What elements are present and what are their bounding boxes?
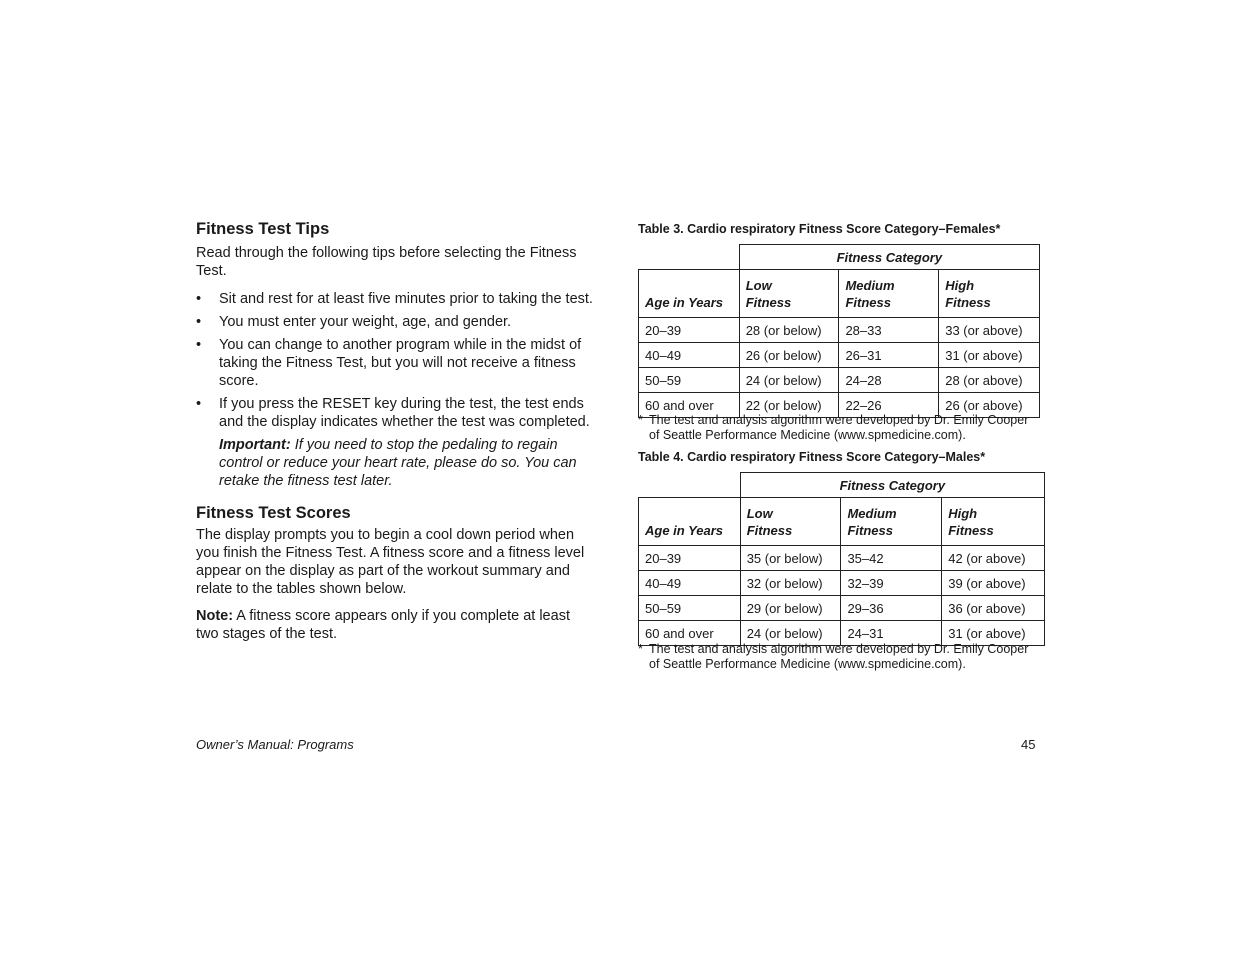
table-cell: 32 (or below)	[740, 571, 841, 596]
table-cell: 29–36	[841, 596, 942, 621]
important-label: Important:	[219, 437, 291, 453]
table-cell: 42 (or above)	[942, 546, 1045, 571]
tip-text: Sit and rest for at least five minutes prior to taking the test.	[219, 291, 593, 307]
important-text: If you need to stop the pedaling to regain control or reduce your heart rate, please do so. You can retake the fitness test later.	[219, 437, 577, 489]
table-cell: 50–59	[639, 596, 741, 621]
tips-list	[196, 290, 596, 431]
tips-intro: Read through the following tips before selecting the Fitness Test.	[196, 245, 577, 279]
note	[196, 607, 596, 643]
table-cell: 33 (or above)	[939, 318, 1040, 343]
table-cell: 26 (or below)	[739, 343, 839, 368]
table-cell: 20–39	[639, 546, 741, 571]
footnote-text: The test and analysis algorithm were developed by Dr. Emily Cooper of Seattle Performance Medicine (www.spmedicine.com).	[649, 642, 1029, 671]
table-cell: 60 and over	[639, 621, 741, 646]
bullet-icon: •	[196, 337, 202, 353]
table-cell: 40–49	[639, 571, 741, 596]
table-cell: 50–59	[639, 368, 740, 393]
table-cell: 22–26	[839, 393, 939, 418]
table3-caption: Table 3. Cardio respiratory Fitness Score Category–Females*	[638, 222, 1001, 236]
table-cell: 24 (or below)	[740, 621, 841, 646]
table-cell: 35–42	[841, 546, 942, 571]
footnote-marker: *	[638, 413, 643, 427]
tip-text: You can change to another program while in the midst of taking the Fitness Test, but you will not receive a fitness score.	[219, 337, 582, 389]
scores-heading: Fitness Test Scores	[196, 504, 351, 522]
left-column	[196, 219, 596, 643]
table-row	[639, 571, 1045, 596]
table-cell: 24–31	[841, 621, 942, 646]
list-item	[196, 395, 596, 431]
table-header-row	[639, 270, 1040, 318]
table-cell: 31 (or above)	[939, 343, 1040, 368]
low-header: Low Fitness	[739, 270, 839, 318]
medium-header: Medium Fitness	[839, 270, 939, 318]
table-cell: 28–33	[839, 318, 939, 343]
note-label: Note:	[196, 608, 234, 624]
scores-text: The display prompts you to begin a cool down period when you finish the Fitness Test. A fitness score and a fitness level appear on the display as part of the workout summary and relate to the tables shown below.	[196, 527, 585, 597]
table-cell: 24–28	[839, 368, 939, 393]
tips-heading: Fitness Test Tips	[196, 220, 330, 238]
high-header: High Fitness	[942, 498, 1045, 546]
table-cell: 32–39	[841, 571, 942, 596]
table-row	[639, 343, 1040, 368]
high-header: High Fitness	[939, 270, 1040, 318]
tip-text: If you press the RESET key during the test, the test ends and the display indicates whether the test was completed.	[219, 396, 590, 430]
category-header: Fitness Category	[739, 245, 1039, 270]
table-cell: 36 (or above)	[942, 596, 1045, 621]
table-row	[639, 546, 1045, 571]
table-cell: 28 (or above)	[939, 368, 1040, 393]
table4-males	[638, 472, 1045, 646]
table-cell: 28 (or below)	[739, 318, 839, 343]
category-header: Fitness Category	[740, 473, 1044, 498]
table-cell: 26–31	[839, 343, 939, 368]
list-item	[196, 336, 596, 390]
table-cell: 39 (or above)	[942, 571, 1045, 596]
table-cell: 35 (or below)	[740, 546, 841, 571]
low-header: Low Fitness	[740, 498, 841, 546]
bullet-icon: •	[196, 396, 202, 412]
important-note	[196, 436, 596, 490]
table3-footnote	[638, 413, 1038, 443]
table3-females	[638, 244, 1040, 418]
list-item	[196, 313, 596, 331]
table-corner	[639, 473, 741, 498]
table-corner	[639, 245, 740, 270]
footnote-text: The test and analysis algorithm were developed by Dr. Emily Cooper of Seattle Performance Medicine (www.spmedicine.com).	[649, 413, 1029, 442]
bullet-icon: •	[196, 314, 202, 330]
table-row	[639, 368, 1040, 393]
medium-header: Medium Fitness	[841, 498, 942, 546]
table-cell: 29 (or below)	[740, 596, 841, 621]
table-row	[639, 596, 1045, 621]
table-cell: 31 (or above)	[942, 621, 1045, 646]
age-header: Age in Years	[639, 498, 741, 546]
table-cell: 60 and over	[639, 393, 740, 418]
table-cell: 40–49	[639, 343, 740, 368]
page-number: 45	[1021, 737, 1036, 752]
bullet-icon: •	[196, 291, 202, 307]
running-footer: Owner’s Manual: Programs	[196, 737, 354, 752]
age-header: Age in Years	[639, 270, 740, 318]
table-header-row	[639, 498, 1045, 546]
table-row	[639, 318, 1040, 343]
footnote-marker: *	[638, 642, 643, 656]
tip-text: You must enter your weight, age, and gender.	[219, 314, 512, 330]
table4-footnote	[638, 642, 1038, 672]
table4-caption: Table 4. Cardio respiratory Fitness Score Category–Males*	[638, 450, 986, 464]
note-text: A fitness score appears only if you complete at least two stages of the test.	[196, 608, 570, 642]
table-cell: 24 (or below)	[739, 368, 839, 393]
list-item	[196, 290, 596, 308]
table-cell: 20–39	[639, 318, 740, 343]
table-cell: 26 (or above)	[939, 393, 1040, 418]
table-cell: 22 (or below)	[739, 393, 839, 418]
